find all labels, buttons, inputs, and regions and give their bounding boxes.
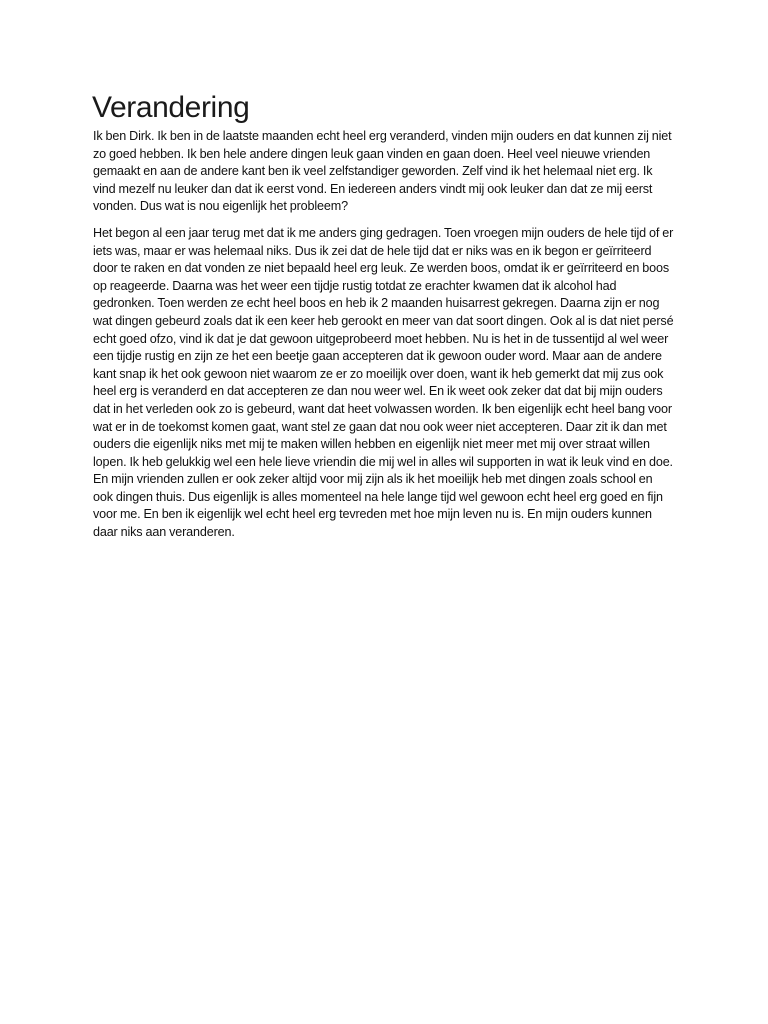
paragraph-intro: Ik ben Dirk. Ik ben in de laatste maanden echt heel erg veranderd, vinden mijn ouders en dat kunnen zij niet zo goed hebben. Ik ben hele andere dingen leuk gaan vinden en gaan doen. Heel veel nieuwe vrienden gemaakt en aan de andere kant ben ik veel zelfstandiger geworden. Zelf vind ik het helemaal niet erg. Ik vind mezelf nu leuker dan dat ik eerst vond. En iedereen anders vindt mij ook leuker dan dat ze mij eerst vonden. Dus wat is nou eigenlijk het probleem? (93, 129, 672, 214)
document-title: Verandering (92, 91, 250, 124)
document-body (93, 90, 675, 551)
paragraph-story: Het begon al een jaar terug met dat ik me anders ging gedragen. Toen vroegen mijn ouders de hele tijd of er iets was, maar er was helemaal niks. Dus ik zei dat de hele tijd dat er niks was en ik begon er geïrriteerd door te raken en dat vonden ze niet bepaald heel erg leuk. Ze werden boos, omdat ik er geïrriteerd en boos op reageerde. Daarna was het weer een tijdje rustig totdat ze erachter kwamen dat ik alcohol had gedronken. Toen werden ze echt heel boos en heb ik 2 maanden huisarrest gekregen. Daarna zijn er nog wat dingen gebeurd zoals dat ik een keer heb gerookt en meer van dat soort dingen. Ook al is dat niet persé echt goed ofzo, vind ik dat je dat gewoon uitgeprobeerd moet hebben. Nu is het in de tussentijd al wel weer een tijdje rustig en zijn ze het een beetje gaan accepteren dat ik gewoon ouder word. Maar aan de andere kant snap ik het ook gewoon niet waarom ze er zo moeilijk over doen, want ik heb gemerkt dat mij zus ook heel erg is veranderd en dat accepteren ze dan nou weer wel. En ik weet ook zeker dat dat bij mijn ouders dat in het verleden ook zo is gebeurd, want dat heet volwassen worden. Ik ben eigenlijk echt heel bang voor wat er in de toekomst komen gaat, want stel ze gaan dat nou ook weer niet accepteren. Daar zit ik dan met ouders die eigenlijk niks met mij te maken willen hebben en eigenlijk niet meer met mij over straat willen lopen. Ik heb gelukkig wel een hele lieve vriendin die mij wel in alles wil supporten in wat ik leuk vind en doe. En mijn vrienden zullen er ook zeker altijd voor mij zijn als ik het moeilijk heb met dingen zoals school en ook dingen thuis. Dus eigenlijk is alles momenteel na hele lange tijd wel gewoon echt heel erg goed en fijn voor me. En ben ik eigenlijk wel echt heel erg tevreden met hoe mijn leven nu is. En mijn ouders kunnen daar niks aan veranderen. (93, 225, 674, 540)
